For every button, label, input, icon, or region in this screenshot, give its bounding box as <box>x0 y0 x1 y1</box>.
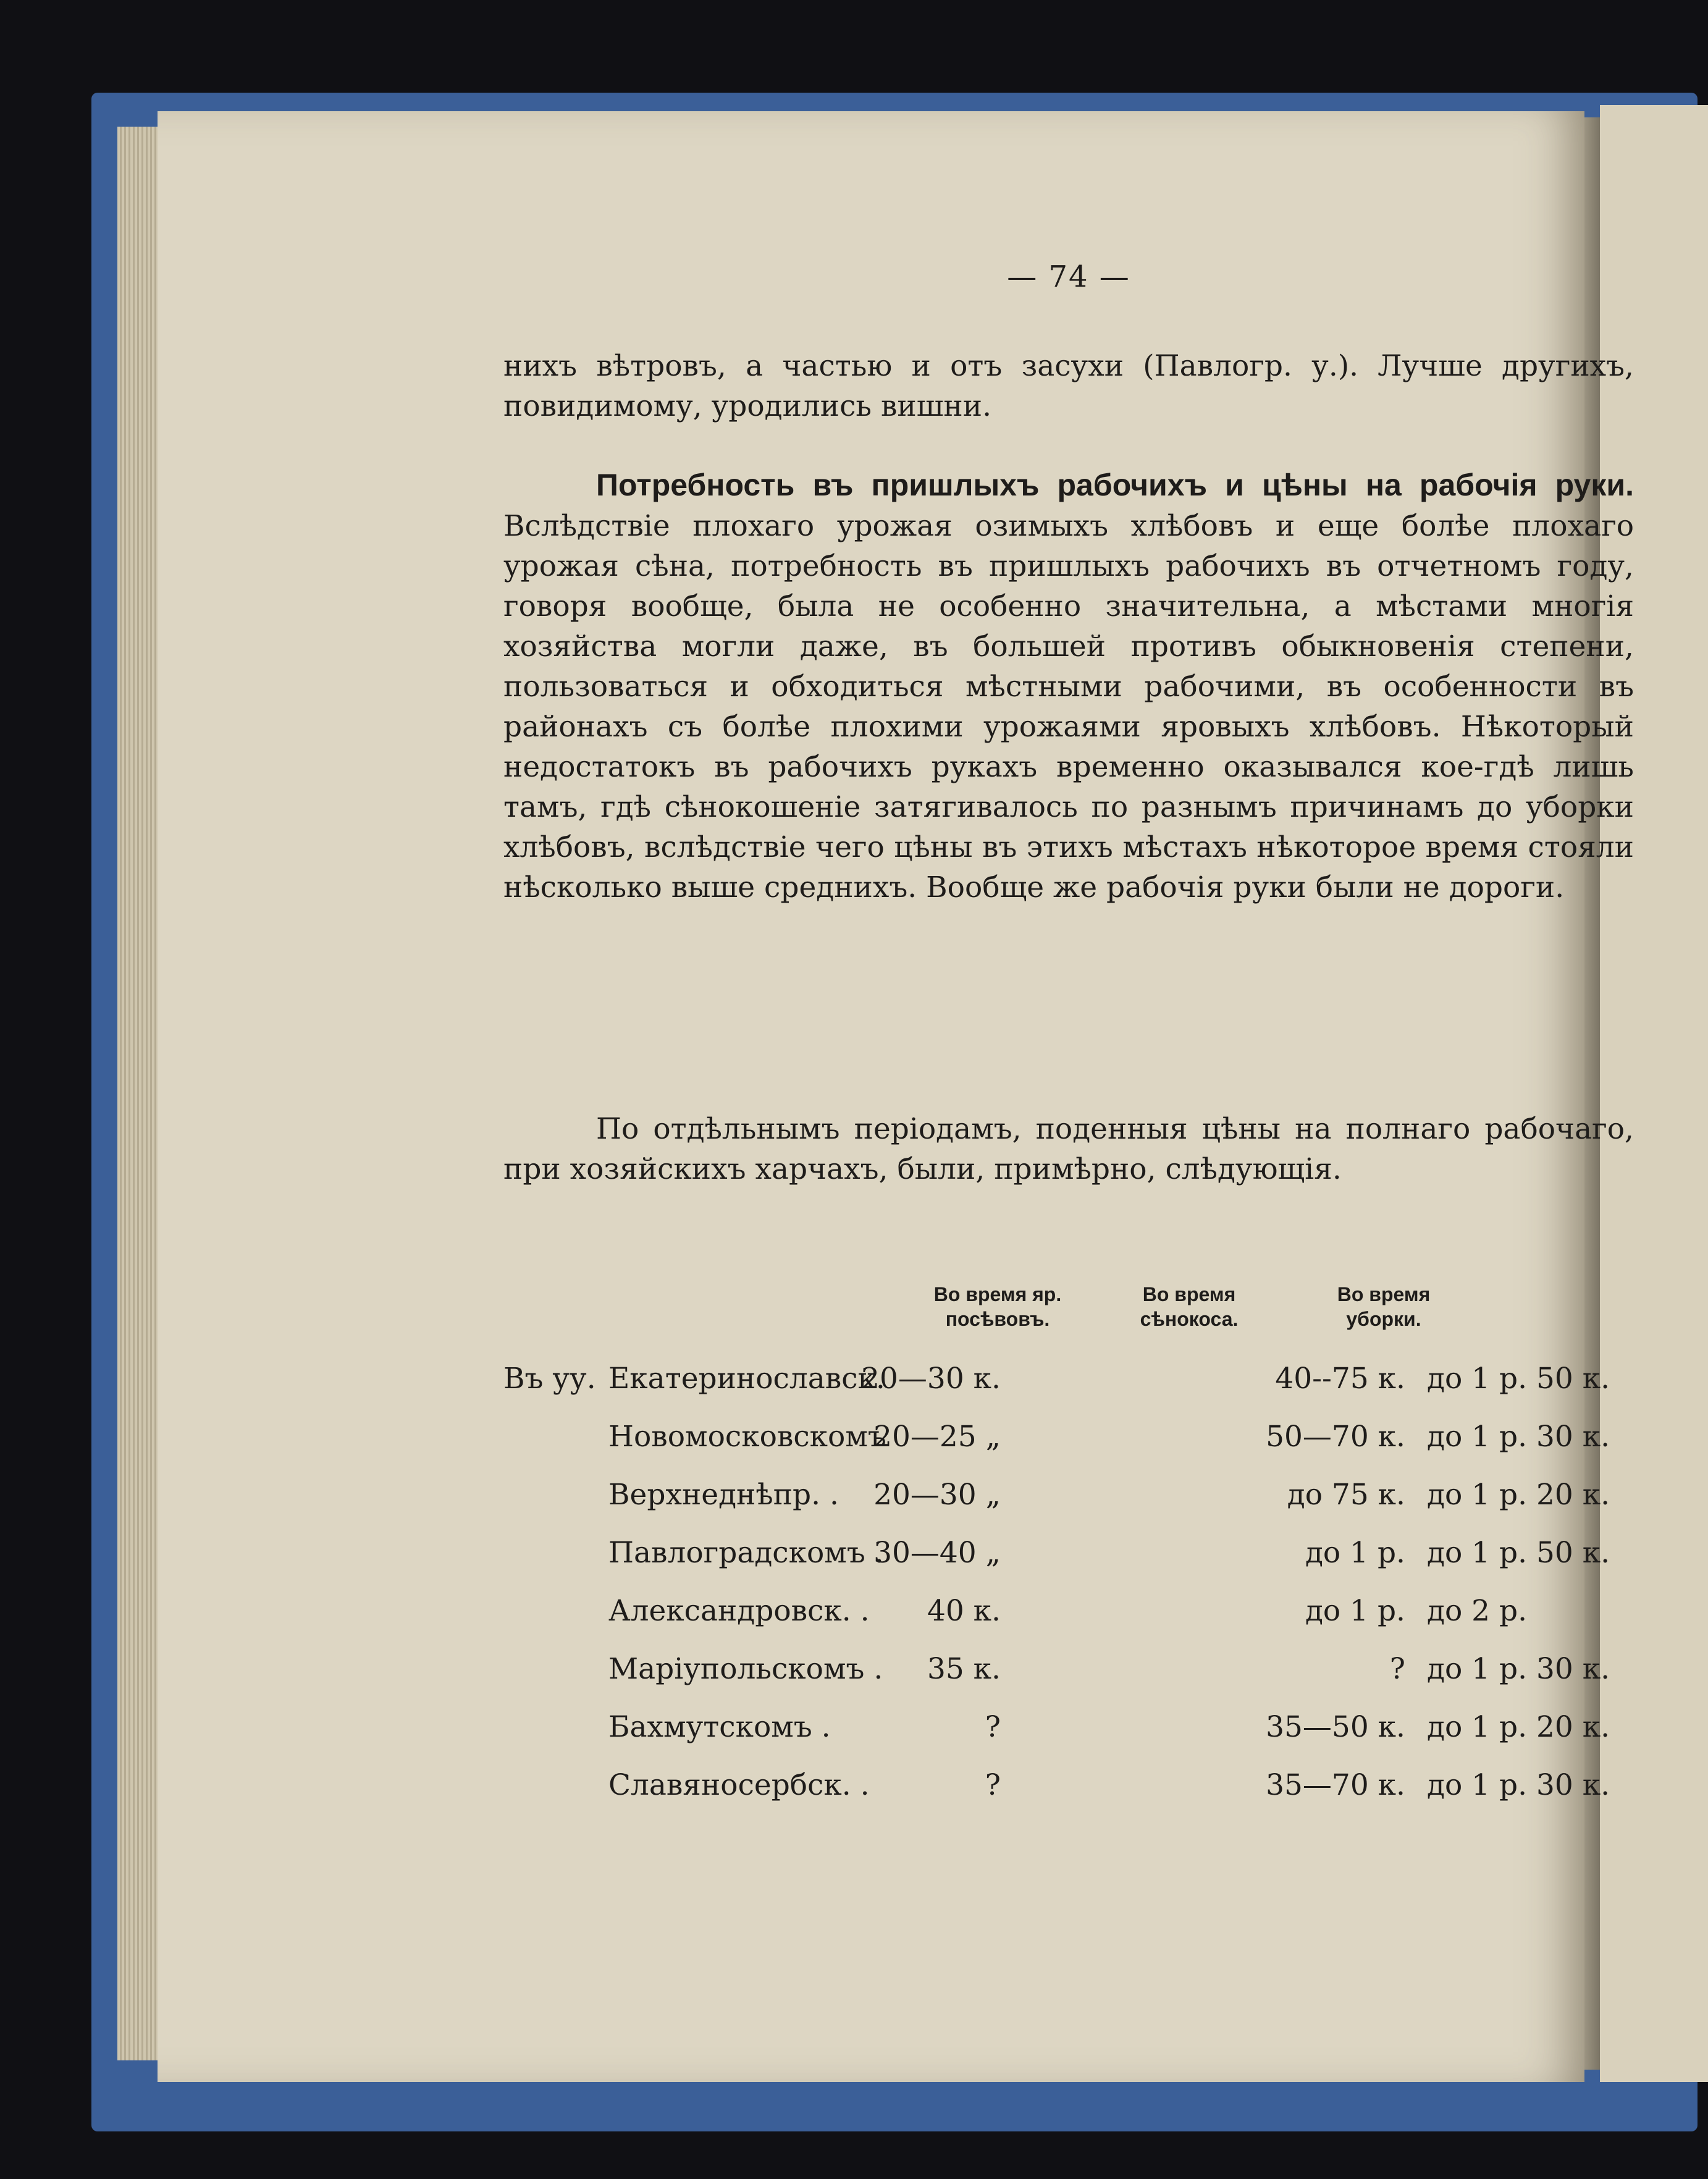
wage-table <box>503 1350 1634 1814</box>
haying-price: 35—50 к. <box>1266 1710 1405 1744</box>
table-row <box>503 1408 1634 1466</box>
section-heading: Потребность въ пришлыхъ рабочихъ и цѣны на рабочія руки. <box>596 468 1634 502</box>
harvest-price: до 1 р. 50 к. <box>1427 1362 1610 1396</box>
harvest-price: до 1 р. 20 к. <box>1427 1478 1610 1512</box>
sowing-price: 35 к. <box>927 1652 1001 1686</box>
table-row <box>503 1524 1634 1582</box>
haying-price: до 1 р. <box>1305 1536 1405 1570</box>
row-prefix: Въ уу. <box>503 1362 596 1396</box>
harvest-price: до 1 р. 30 к. <box>1427 1652 1610 1686</box>
harvest-price: до 1 р. 50 к. <box>1427 1536 1610 1570</box>
district-name: Бахмутскомъ . <box>608 1710 831 1744</box>
harvest-price: до 1 р. 30 к. <box>1427 1768 1610 1802</box>
district-name: Верхнеднѣпр. . <box>608 1478 839 1512</box>
table-row <box>503 1698 1634 1756</box>
haying-price: до 75 к. <box>1287 1478 1405 1512</box>
header-haying: Во время сѣнокоса. <box>1140 1283 1239 1330</box>
sowing-price: ? <box>985 1710 1001 1744</box>
header-harvest: Во время уборки. <box>1337 1283 1431 1330</box>
district-name: Александровск. . <box>608 1594 870 1628</box>
haying-price: 40--75 к. <box>1275 1362 1405 1396</box>
table-row <box>503 1640 1634 1698</box>
table-row <box>503 1582 1634 1640</box>
paragraph-2-text: Вслѣдствіе плохаго урожая озимыхъ хлѣбовъ и еще болѣе плохаго урожая сѣна, потребность въ пришлыхъ рабочихъ въ отчетномъ году, говоря вообще, была не особенно значительна, а мѣстами многія хозяйства могли даже, въ большей противъ обыкновенія степени, пользоваться и обходиться мѣстными рабочими, въ особенности въ районахъ съ болѣе плохими урожаями яровыхъ хлѣбовъ. Нѣкоторый недостатокъ въ рабочихъ рукахъ временно оказывался кое-гдѣ лишь тамъ, гдѣ сѣнокошеніе затягивалось по разнымъ причинамъ до уборки хлѣбовъ, вслѣдствіе чего цѣны въ этихъ мѣстахъ нѣкоторое время стояли нѣсколько выше среднихъ. Вообще же рабочія руки были не дороги. <box>503 509 1634 904</box>
harvest-price: до 2 р. <box>1427 1594 1528 1628</box>
harvest-price: до 1 р. 20 к. <box>1427 1710 1610 1744</box>
page-number: — 74 — <box>1007 259 1130 294</box>
haying-price: 35—70 к. <box>1266 1768 1405 1802</box>
district-name: Славяносербск. . <box>608 1768 870 1802</box>
haying-price: ? <box>1389 1652 1405 1686</box>
paragraph-1: нихъ вѣтровъ, а частью и отъ засухи (Павлогр. у.). Лучше другихъ, повидимому, уродились вишни. <box>503 349 1634 423</box>
haying-price: 50—70 к. <box>1266 1420 1405 1454</box>
sowing-price: 30—40 „ <box>873 1536 1001 1570</box>
district-name: Маріупольскомъ . <box>608 1652 883 1686</box>
sowing-price: 20—30 к. <box>861 1362 1001 1396</box>
sowing-price: 40 к. <box>927 1594 1001 1628</box>
table-row <box>503 1466 1634 1524</box>
page-edges <box>117 127 161 2060</box>
district-name: Екатеринославск. <box>608 1362 885 1396</box>
sowing-price: 20—30 „ <box>873 1478 1001 1512</box>
district-name: Павлоградскомъ . <box>608 1536 884 1570</box>
haying-price: до 1 р. <box>1305 1594 1405 1628</box>
sowing-price: ? <box>985 1768 1001 1802</box>
table-row <box>503 1350 1634 1408</box>
paragraph-2 <box>503 465 1634 908</box>
sowing-price: 20—25 „ <box>873 1420 1001 1454</box>
paragraph-3: По отдѣльнымъ періодамъ, поденныя цѣны на полнаго рабочаго, при хозяйскихъ харчахъ, были, примѣрно, слѣдующія. <box>503 1112 1634 1186</box>
harvest-price: до 1 р. 30 к. <box>1427 1420 1610 1454</box>
table-row <box>503 1756 1634 1814</box>
header-sowing: Во время яр. посѣвовъ. <box>933 1283 1062 1330</box>
district-name: Новомосковскомъ <box>608 1420 886 1454</box>
book-page <box>158 111 1634 2082</box>
wage-table-header <box>503 1282 1634 1344</box>
